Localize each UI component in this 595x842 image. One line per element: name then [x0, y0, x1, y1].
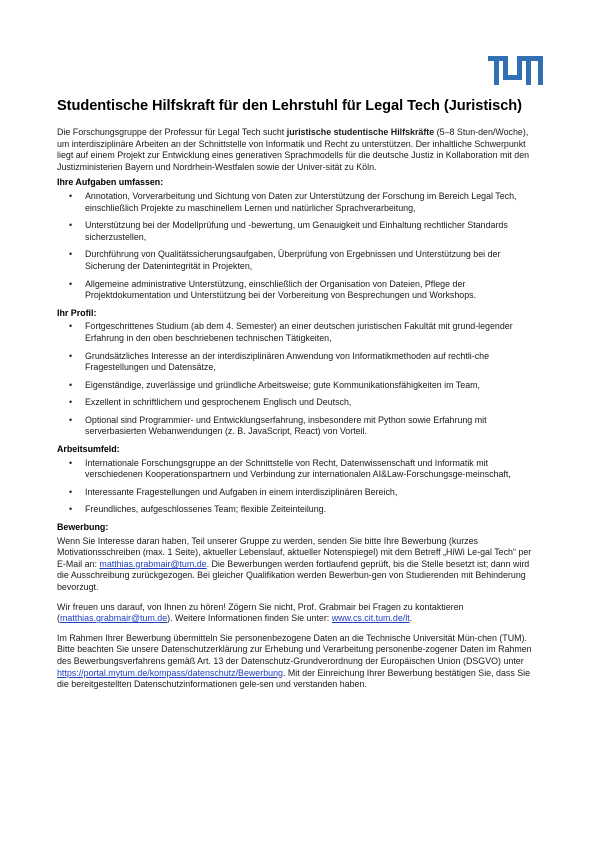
privacy-paragraph: Im Rahmen Ihrer Bewerbung übermitteln Sie personenbezogene Daten an die Technische Universität Mün-chen (TUM). Bitte beachten Sie unsere Datenschutzerklärung zur Erhebung und Verarbeitung personenbe-zogener Daten im Rahmen des Bewerbungsverfahrens gemäß Art. 13 der Datenschutz-Grundverordnung der Europäischen Union (DSGVO) unter https://portal.mytum.de/kompass/datenschutz/Bewerbung. Mit der Einreichung Ihrer Bewerbung bestätigen Sie, dass Sie die bereitgestellten Datenschutzinformationen gele-sen und verstanden haben.	[57, 632, 532, 690]
tum-logo	[488, 56, 543, 85]
list-item: • Durchführung von Qualitätssicherungsaufgaben, Überprüfung von Ergebnissen und Unterstützung bei der Sicherung der Datenintegrität in Projekten,	[69, 249, 501, 271]
list-item: • Internationale Forschungsgruppe an der Schnittstelle von Recht, Datenwissenschaft und Informatik mit verschiedenen Kooperationspartnern und Verbindung zur internationalen AI&Law-Forschungsge-meinschaft,	[69, 457, 511, 480]
list-item: • Interessante Fragestellungen und Aufgaben in einem interdisziplinären Bereich,	[69, 486, 398, 497]
list-item: • Optional sind Programmier- und Entwicklungserfahrung, insbesondere mit Python sowie Erfahrung mit serverbasierten Webanwendungen (z. B. JavaScript, React) von Vorteil.	[69, 414, 487, 437]
environment-list	[57, 458, 542, 516]
tasks-list	[57, 191, 542, 302]
intro-paragraph: Die Forschungsgruppe der Professur für Legal Tech sucht juristische studentische Hilfskräfte (5–8 Stun-den/Woche), um interdisziplinäre Arbeiten an der Schnittstelle von Informatik und Recht zu unterstützen. Der inhaltliche Schwerpunkt liegt auf einem Projekt zur Entwicklung eines generativen Sprachmodells für die deutsche Justiz in Kollaboration mit den Justizministerien Bayern und Nordrhein-Westfalen sowie der Univer-sität zu Köln.	[57, 127, 530, 172]
intro-bold: juristische studentische Hilfskräfte	[286, 127, 435, 137]
document-body	[57, 97, 542, 699]
contact-paragraph: Wir freuen uns darauf, von Ihnen zu hören! Zögern Sie nicht, Prof. Grabmair bei Fragen zu kontaktieren (matthias.grabmair@tum.de). Weitere Informationen finden Sie unter: www.cs.cit.tum.de/lt.	[57, 601, 464, 624]
list-item: • Grundsätzliches Interesse an der interdisziplinären Anwendung von Informatikmethoden auf rechtli-che Fragestellungen und Datensätze,	[69, 350, 490, 373]
list-item: • Allgemeine administrative Unterstützung, einschließlich der Organisation von Dateien, Pflege der Projektdokumentation und Unterstützung bei der Vorbereitung von Besprechungen und Workshops.	[69, 278, 477, 301]
section-heading-environment: Arbeitsumfeld:	[57, 444, 120, 455]
list-item: • Exzellent in schriftlichem und gesprochenem Englisch und Deutsch,	[69, 397, 352, 408]
section-heading-application: Bewerbung:	[57, 522, 109, 533]
application-section	[57, 522, 542, 691]
section-heading-tasks: Ihre Aufgaben umfassen:	[57, 177, 164, 188]
page-title: Studentische Hilfskraft für den Lehrstuhl für Legal Tech (Juristisch)	[57, 98, 522, 114]
website-link[interactable]: www.cs.cit.tum.de/lt	[331, 613, 410, 624]
list-item: • Eigenständige, zuverlässige und gründliche Arbeitsweise; gute Kommunikationsfähigkeiten im Team,	[69, 379, 480, 390]
list-item: • Unterstützung bei der Modellprüfung und -bewertung, um Genauigkeit und Einhaltung rechtlicher Standards sicherzustellen,	[69, 220, 508, 242]
email-link[interactable]: matthias.grabmair@tum.de	[59, 613, 168, 624]
application-paragraph: Wenn Sie Interesse daran haben, Teil unserer Gruppe zu werden, senden Sie bitte Ihre Bewerbung (kurzes Motivationsschreiben (max. 1 Seite), aktueller Lebenslauf, aktueller Notenspiegel) mit dem Betreff „HiWi Le-gal Tech“ per E-Mail an: matthias.grabmair@tum.de. Die Bewerbungen werden fortlaufend geprüft, bis die Stelle besetzt ist; dann wird die Ausschreibung zurückgezogen. Bei gleicher Qualifikation werden Bewerbun-gen von Studierenden mit Behinderung bevorzugt.	[57, 535, 532, 592]
list-item: • Freundliches, aufgeschlossenes Team; flexible Zeiteinteilung.	[69, 504, 327, 515]
email-link[interactable]: matthias.grabmair@tum.de	[99, 558, 207, 569]
profile-list	[57, 321, 542, 438]
section-heading-profile: Ihr Profil:	[57, 307, 97, 318]
list-item: • Annotation, Vorverarbeitung und Sichtung von Daten zur Unterstützung der Forschung im Bereich Legal Tech, einschließlich Projekte zu maschinellem Lernen und natürlicher Sprachverarbeitung,	[69, 190, 517, 213]
privacy-link[interactable]: https://portal.mytum.de/kompass/datenschutz/Bewerbung	[57, 667, 283, 678]
list-item: • Fortgeschrittenes Studium (ab dem 4. Semester) an einer deutschen juristischen Fakultät mit grund-legender Erfahrung in den oben beschriebenen technischen Tätigkeiten,	[69, 321, 513, 343]
